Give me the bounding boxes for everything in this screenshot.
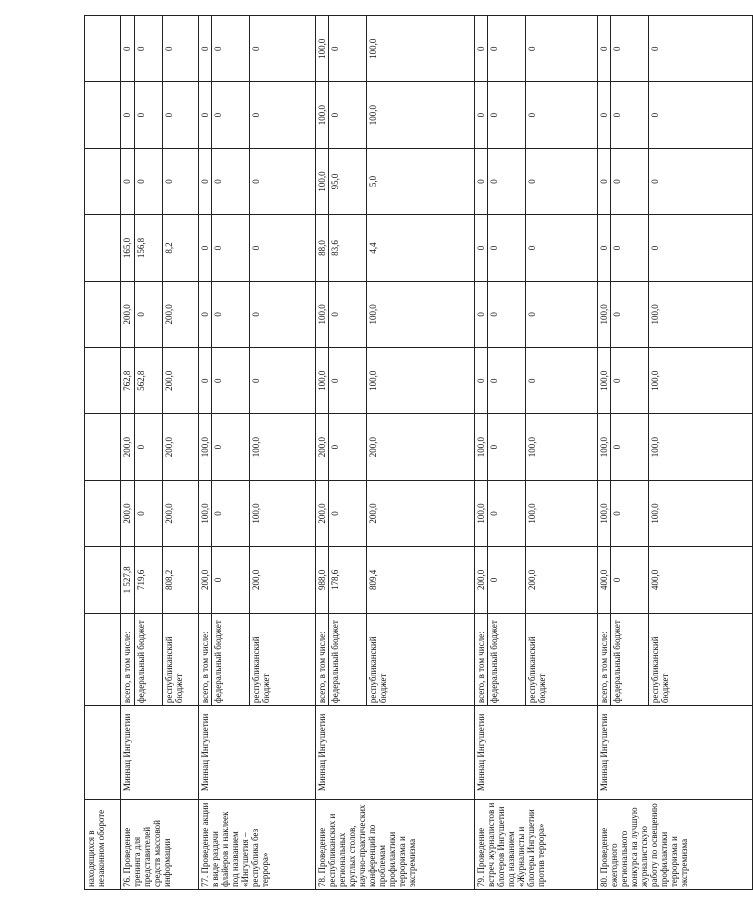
value-cell: 0	[121, 82, 135, 148]
value-cell: 0	[212, 148, 250, 214]
value-cell: 200,0	[367, 480, 475, 546]
value-cell	[85, 348, 121, 414]
value-cell: 100,0	[367, 281, 475, 347]
value-cell: 200,0	[163, 480, 199, 546]
value-cell: 0	[611, 82, 649, 148]
value-cell: 0	[475, 82, 488, 148]
value-cell: 100,0	[367, 82, 475, 148]
value-cell: 0	[649, 82, 753, 148]
value-cell: 0	[199, 16, 212, 82]
funding-source-cell: федеральный бюджет	[611, 613, 649, 706]
value-cell: 100,0	[250, 480, 316, 546]
value-cell: 200,0	[163, 348, 199, 414]
value-cell: 200,0	[121, 480, 135, 546]
value-cell: 0	[526, 16, 598, 82]
value-cell: 0	[526, 281, 598, 347]
value-cell: 0	[212, 16, 250, 82]
budget-table	[84, 15, 753, 890]
value-cell: 100,0	[316, 348, 329, 414]
value-cell: 0	[212, 348, 250, 414]
value-cell: 0	[475, 281, 488, 347]
value-cell: 178,6	[329, 547, 367, 613]
measure-name-cell: 78. Проведение республиканских и региональных круглых столов, научно-практических конференций по проблемам профилактики терроризма и экстремизма	[316, 799, 475, 889]
value-cell: 100,0	[316, 281, 329, 347]
value-cell: 100,0	[475, 480, 488, 546]
value-cell: 83,6	[329, 215, 367, 281]
value-cell: 0	[250, 215, 316, 281]
measure-name-cell: находящихся в незаконном обороте	[85, 799, 121, 889]
value-cell: 200,0	[316, 414, 329, 480]
value-cell: 762,8	[121, 348, 135, 414]
value-cell: 200,0	[475, 547, 488, 613]
value-cell	[85, 82, 121, 148]
value-cell	[85, 480, 121, 546]
table-row	[121, 16, 135, 890]
value-cell: 100,0	[598, 414, 611, 480]
value-cell: 100,0	[649, 281, 753, 347]
value-cell: 100,0	[199, 414, 212, 480]
value-cell: 0	[488, 348, 526, 414]
value-cell: 200,0	[121, 414, 135, 480]
value-cell: 0	[488, 82, 526, 148]
value-cell: 0	[488, 215, 526, 281]
value-cell	[85, 16, 121, 82]
value-cell: 0	[199, 281, 212, 347]
value-cell: 165,0	[121, 215, 135, 281]
value-cell: 100,0	[649, 348, 753, 414]
value-cell: 0	[135, 281, 163, 347]
value-cell: 156,8	[135, 215, 163, 281]
value-cell: 0	[199, 82, 212, 148]
value-cell: 0	[163, 82, 199, 148]
value-cell: 200,0	[199, 547, 212, 613]
source-cell	[85, 613, 121, 706]
value-cell: 0	[212, 215, 250, 281]
value-cell: 808,2	[163, 547, 199, 613]
value-cell: 0	[199, 148, 212, 214]
value-cell: 88,0	[316, 215, 329, 281]
value-cell: 0	[212, 414, 250, 480]
value-cell: 200,0	[367, 414, 475, 480]
funding-source-cell: всего, в том числе:	[598, 613, 611, 706]
value-cell: 0	[475, 215, 488, 281]
value-cell: 4,4	[367, 215, 475, 281]
value-cell	[85, 414, 121, 480]
value-cell: 0	[199, 215, 212, 281]
value-cell: 0	[488, 281, 526, 347]
table-row	[316, 16, 329, 890]
value-cell: 0	[212, 82, 250, 148]
value-cell: 200,0	[121, 281, 135, 347]
funding-source-cell: федеральный бюджет	[329, 613, 367, 706]
value-cell: 0	[598, 215, 611, 281]
value-cell: 0	[329, 281, 367, 347]
funding-source-cell: всего, в том числе:	[121, 613, 135, 706]
value-cell: 0	[488, 16, 526, 82]
table-row-continuation	[85, 16, 121, 890]
value-cell	[85, 215, 121, 281]
value-cell: 0	[598, 16, 611, 82]
value-cell: 400,0	[598, 547, 611, 613]
value-cell: 0	[649, 148, 753, 214]
value-cell: 100,0	[316, 82, 329, 148]
funding-source-cell: всего, в том числе:	[199, 613, 212, 706]
value-cell: 100,0	[199, 480, 212, 546]
measure-name-cell: 76. Проведение тренинга для представителей средств массовой информации	[121, 799, 199, 889]
value-cell: 100,0	[598, 480, 611, 546]
value-cell: 0	[199, 348, 212, 414]
value-cell: 400,0	[649, 547, 753, 613]
funding-source-cell: всего, в том числе:	[316, 613, 329, 706]
value-cell: 8,2	[163, 215, 199, 281]
value-cell: 0	[598, 148, 611, 214]
value-cell: 100,0	[316, 16, 329, 82]
value-cell: 0	[163, 16, 199, 82]
value-cell: 0	[329, 16, 367, 82]
executor-cell: Миннац Ингушетии	[475, 706, 598, 800]
value-cell: 100,0	[367, 16, 475, 82]
value-cell: 100,0	[649, 480, 753, 546]
funding-source-cell: федеральный бюджет	[488, 613, 526, 706]
funding-source-cell: республиканский бюджет	[250, 613, 316, 706]
value-cell: 0	[212, 480, 250, 546]
value-cell: 0	[135, 16, 163, 82]
value-cell: 100,0	[526, 414, 598, 480]
value-cell: 1 527,8	[121, 547, 135, 613]
value-cell	[85, 547, 121, 613]
measure-name-cell: 79. Проведение встреч журналистов и блогеров Ингушетии под названием «Журналисты и блогеры Ингушетии против террора»	[475, 799, 598, 889]
funding-source-cell: всего, в том числе:	[475, 613, 488, 706]
measure-name-cell: 80. Проведение ежегодного регионального конкурса на лучшую журналистскую работу по освещению профилактики терроризма и экстремизма	[598, 799, 753, 889]
value-cell: 0	[611, 16, 649, 82]
value-cell: 0	[121, 16, 135, 82]
table-row	[598, 16, 611, 890]
value-cell: 100,0	[475, 414, 488, 480]
value-cell: 0	[163, 148, 199, 214]
value-cell: 562,8	[135, 348, 163, 414]
executor-cell: Миннац Ингушетии	[598, 706, 753, 800]
value-cell: 100,0	[367, 348, 475, 414]
value-cell: 0	[526, 215, 598, 281]
value-cell: 200,0	[250, 547, 316, 613]
funding-source-cell: федеральный бюджет	[212, 613, 250, 706]
table-row	[475, 16, 488, 890]
value-cell: 100,0	[649, 414, 753, 480]
value-cell: 0	[611, 215, 649, 281]
value-cell: 200,0	[316, 480, 329, 546]
value-cell: 809,4	[367, 547, 475, 613]
value-cell: 0	[526, 82, 598, 148]
value-cell: 0	[250, 281, 316, 347]
value-cell: 0	[611, 281, 649, 347]
funding-source-cell: республиканский бюджет	[163, 613, 199, 706]
value-cell: 0	[475, 148, 488, 214]
value-cell: 0	[250, 16, 316, 82]
value-cell: 200,0	[163, 281, 199, 347]
value-cell: 0	[250, 82, 316, 148]
value-cell: 0	[488, 547, 526, 613]
value-cell: 719,6	[135, 547, 163, 613]
executor-cell	[85, 706, 121, 800]
value-cell: 0	[611, 480, 649, 546]
value-cell: 0	[488, 148, 526, 214]
value-cell: 0	[329, 414, 367, 480]
value-cell: 95,0	[329, 148, 367, 214]
value-cell: 0	[212, 281, 250, 347]
value-cell: 5,0	[367, 148, 475, 214]
funding-source-cell: республиканский бюджет	[367, 613, 475, 706]
value-cell: 0	[488, 414, 526, 480]
value-cell: 0	[475, 16, 488, 82]
value-cell: 0	[135, 414, 163, 480]
value-cell: 0	[488, 480, 526, 546]
value-cell: 0	[526, 348, 598, 414]
value-cell: 100,0	[250, 414, 316, 480]
funding-source-cell: федеральный бюджет	[135, 613, 163, 706]
value-cell: 0	[329, 348, 367, 414]
value-cell	[85, 148, 121, 214]
value-cell: 100,0	[598, 281, 611, 347]
value-cell: 200,0	[163, 414, 199, 480]
value-cell: 0	[649, 16, 753, 82]
value-cell: 0	[329, 480, 367, 546]
value-cell: 0	[475, 348, 488, 414]
value-cell: 0	[121, 148, 135, 214]
executor-cell: Миннац Ингушетии	[121, 706, 199, 800]
executor-cell: Миннац Ингушетии	[199, 706, 316, 800]
value-cell: 0	[135, 82, 163, 148]
value-cell: 200,0	[526, 547, 598, 613]
value-cell: 0	[611, 414, 649, 480]
value-cell: 100,0	[598, 348, 611, 414]
value-cell: 0	[135, 148, 163, 214]
value-cell: 0	[135, 480, 163, 546]
value-cell: 0	[212, 547, 250, 613]
value-cell: 0	[329, 82, 367, 148]
funding-source-cell: республиканский бюджет	[649, 613, 753, 706]
value-cell: 988,0	[316, 547, 329, 613]
executor-cell: Миннац Ингушетии	[316, 706, 475, 800]
value-cell: 0	[250, 348, 316, 414]
table-row	[199, 16, 212, 890]
value-cell: 0	[611, 148, 649, 214]
value-cell: 0	[598, 82, 611, 148]
funding-source-cell: республиканский бюджет	[526, 613, 598, 706]
value-cell: 0	[526, 148, 598, 214]
value-cell: 0	[611, 348, 649, 414]
value-cell: 100,0	[316, 148, 329, 214]
value-cell: 0	[250, 148, 316, 214]
measure-name-cell: 77. Проведение акции в виде раздачи флайеров и наклеек под названием «Ингушетия – республика без террора»	[199, 799, 316, 889]
value-cell: 0	[649, 215, 753, 281]
value-cell	[85, 281, 121, 347]
value-cell: 100,0	[526, 480, 598, 546]
value-cell: 0	[611, 547, 649, 613]
